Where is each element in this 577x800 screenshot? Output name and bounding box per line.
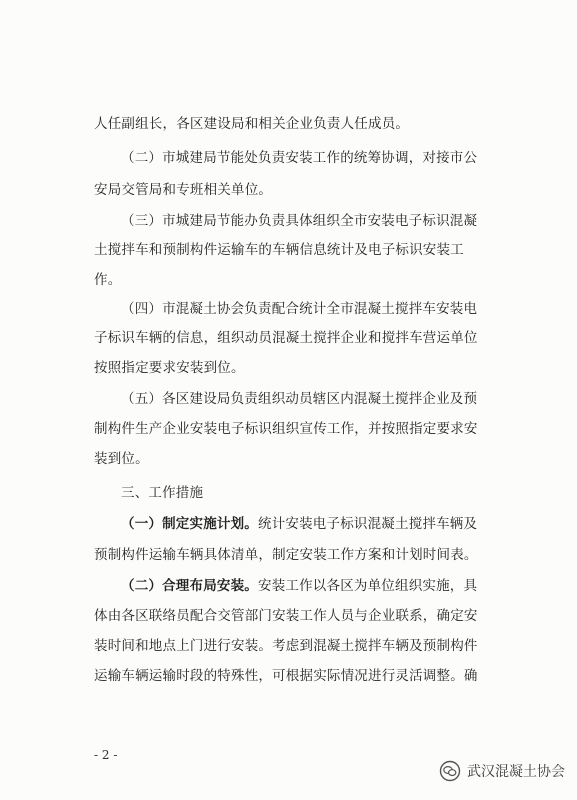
text-line: 装时间和地点上门进行安装。考虑到混凝土搅拌车辆及预制构件	[94, 638, 478, 654]
watermark-text: 武汉混凝土协会	[467, 764, 565, 780]
text-line: 运输车辆运输时段的特殊性，可根据实际情况进行灵活调整。确	[94, 668, 478, 684]
text-line: 子标识车辆的信息，组织动员混凝土搅拌企业和搅拌车营运单位	[94, 330, 478, 346]
text-line: 预制构件运输车辆具体清单，制定安装工作方案和计划时间表。	[94, 547, 478, 563]
text-line: 制构件生产企业安装电子标识组织宣传工作，并按照指定要求安	[94, 421, 478, 437]
subsection-title: （二）合理布局安装。	[121, 578, 258, 594]
text-run: 安装工作以各区为单位组织实施，具	[258, 578, 478, 594]
text-line: 安局交管局和专班相关单位。	[94, 182, 273, 198]
text-line: 体由各区联络员配合交管部门安装工作人员与企业联系，确定安	[94, 608, 478, 624]
text-line: （五）各区建设局负责组织动员辖区内混凝土搅拌企业及预	[121, 391, 478, 407]
text-line: 按照指定要求安装到位。	[94, 360, 245, 376]
subsection-title: （一）制定实施计划。	[121, 516, 258, 532]
text-line: 土搅拌车和预制构件运输车的车辆信息统计及电子标识安装工	[94, 242, 464, 258]
page-number: - 2 -	[94, 748, 118, 762]
text-line: （二）市城建局节能处负责安装工作的统筹协调，对接市公	[121, 150, 478, 166]
section-heading: 三、工作措施	[121, 485, 204, 501]
text-line: 装到位。	[94, 451, 149, 467]
text-run: 统计安装电子标识混凝土搅拌车辆及	[258, 516, 478, 532]
wechat-icon	[439, 760, 461, 782]
watermark	[439, 760, 565, 782]
text-line: 作。	[94, 272, 122, 288]
text-line: （四）市混凝土协会负责配合统计全市混凝土搅拌车安装电	[121, 301, 478, 317]
text-line	[121, 512, 477, 532]
text-line: 人任副组长，各区建设局和相关企业负责人任成员。	[94, 116, 410, 132]
text-line	[121, 574, 477, 594]
text-line: （三）市城建局节能办负责具体组织全市安装电子标识混凝	[121, 213, 478, 229]
